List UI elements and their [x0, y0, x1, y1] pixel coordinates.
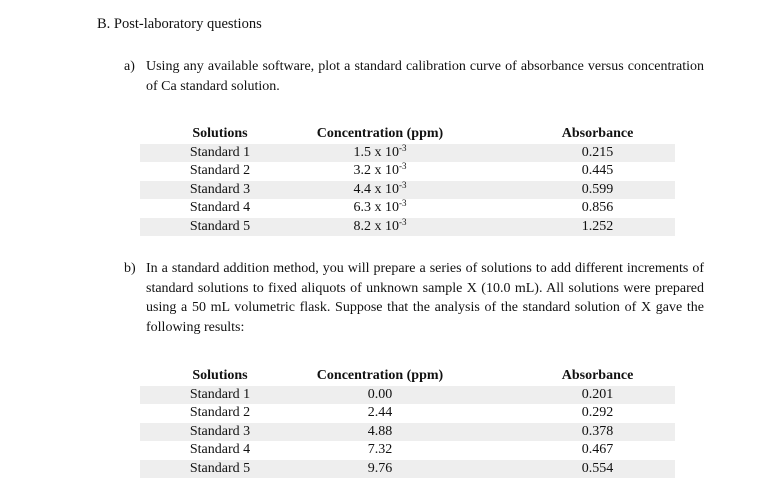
table-row	[140, 181, 675, 200]
solution-cell: Standard 1	[140, 386, 300, 405]
absorbance-cell: 1.252	[460, 218, 675, 237]
absorbance-cell: 0.292	[581, 405, 614, 420]
table-row	[140, 162, 675, 181]
absorbance-cell: 0.599	[460, 181, 675, 200]
solution-cell: Standard 3	[140, 181, 300, 200]
absorbance-cell: 0.378	[460, 423, 675, 442]
solution-cell: Standard 4	[189, 200, 251, 215]
section-title: B. Post-laboratory questions	[97, 16, 262, 32]
table-row	[140, 218, 675, 237]
absorbance-cell: 0.215	[460, 144, 675, 163]
absorbance-cell: 0.467	[581, 442, 614, 457]
table-row	[140, 199, 675, 218]
question-a	[124, 57, 704, 96]
concentration-cell: 7.32	[367, 442, 393, 457]
concentration-cell: 9.76	[300, 460, 460, 479]
table-header-row	[140, 367, 675, 386]
concentration-cell: 4.88	[300, 423, 460, 442]
question-a-label: a)	[124, 59, 135, 74]
standard-addition-table	[140, 367, 675, 478]
solution-cell: Standard 4	[189, 442, 251, 457]
concentration-cell: 2.44	[367, 405, 393, 420]
solution-cell: Standard 5	[140, 460, 300, 479]
header-concentration: Concentration (ppm)	[316, 368, 444, 383]
table-row	[140, 441, 675, 460]
header-solutions: Solutions	[192, 126, 248, 141]
concentration-cell: 4.4 x $10^{-3}$	[300, 181, 460, 200]
header-concentration: Concentration (ppm)	[316, 126, 444, 141]
question-b-label: b)	[124, 261, 136, 276]
concentration-cell: 3.2 x $10^{-3}$	[353, 161, 407, 178]
header-solutions: Solutions	[192, 368, 248, 383]
calibration-table	[140, 125, 675, 236]
solution-cell: Standard 1	[140, 144, 300, 163]
solution-cell: Standard 2	[189, 405, 251, 420]
question-b	[124, 259, 704, 337]
solution-cell: Standard 2	[189, 163, 251, 178]
table-row	[140, 404, 675, 423]
absorbance-cell: 0.445	[581, 163, 614, 178]
table-row	[140, 386, 675, 405]
concentration-cell: 6.3 x $10^{-3}$	[353, 198, 407, 215]
concentration-cell: 1.5 x $10^{-3}$	[300, 144, 460, 163]
table-header-row	[140, 125, 675, 144]
concentration-cell: 8.2 x $10^{-3}$	[300, 218, 460, 237]
question-a-text: Using any available software, plot a standard calibration curve of absorbance versus concentration of Ca standard solution.	[146, 59, 704, 94]
table-row	[140, 423, 675, 442]
header-absorbance: Absorbance	[561, 368, 634, 383]
solution-cell: Standard 3	[140, 423, 300, 442]
absorbance-cell: 0.201	[460, 386, 675, 405]
concentration-cell: 0.00	[300, 386, 460, 405]
absorbance-cell: 0.554	[460, 460, 675, 479]
question-b-text: In a standard addition method, you will prepare a series of solutions to add different increments of standard solutions to fixed aliquots of unknown sample X (10.0 mL). All solutions were prepared using a 50 mL volumetric flask. Suppose that the analysis of the standard solution of X gave the following results:	[146, 261, 704, 335]
table-row	[140, 460, 675, 479]
absorbance-cell: 0.856	[581, 200, 614, 215]
solution-cell: Standard 5	[140, 218, 300, 237]
table-row	[140, 144, 675, 163]
header-absorbance: Absorbance	[561, 126, 634, 141]
